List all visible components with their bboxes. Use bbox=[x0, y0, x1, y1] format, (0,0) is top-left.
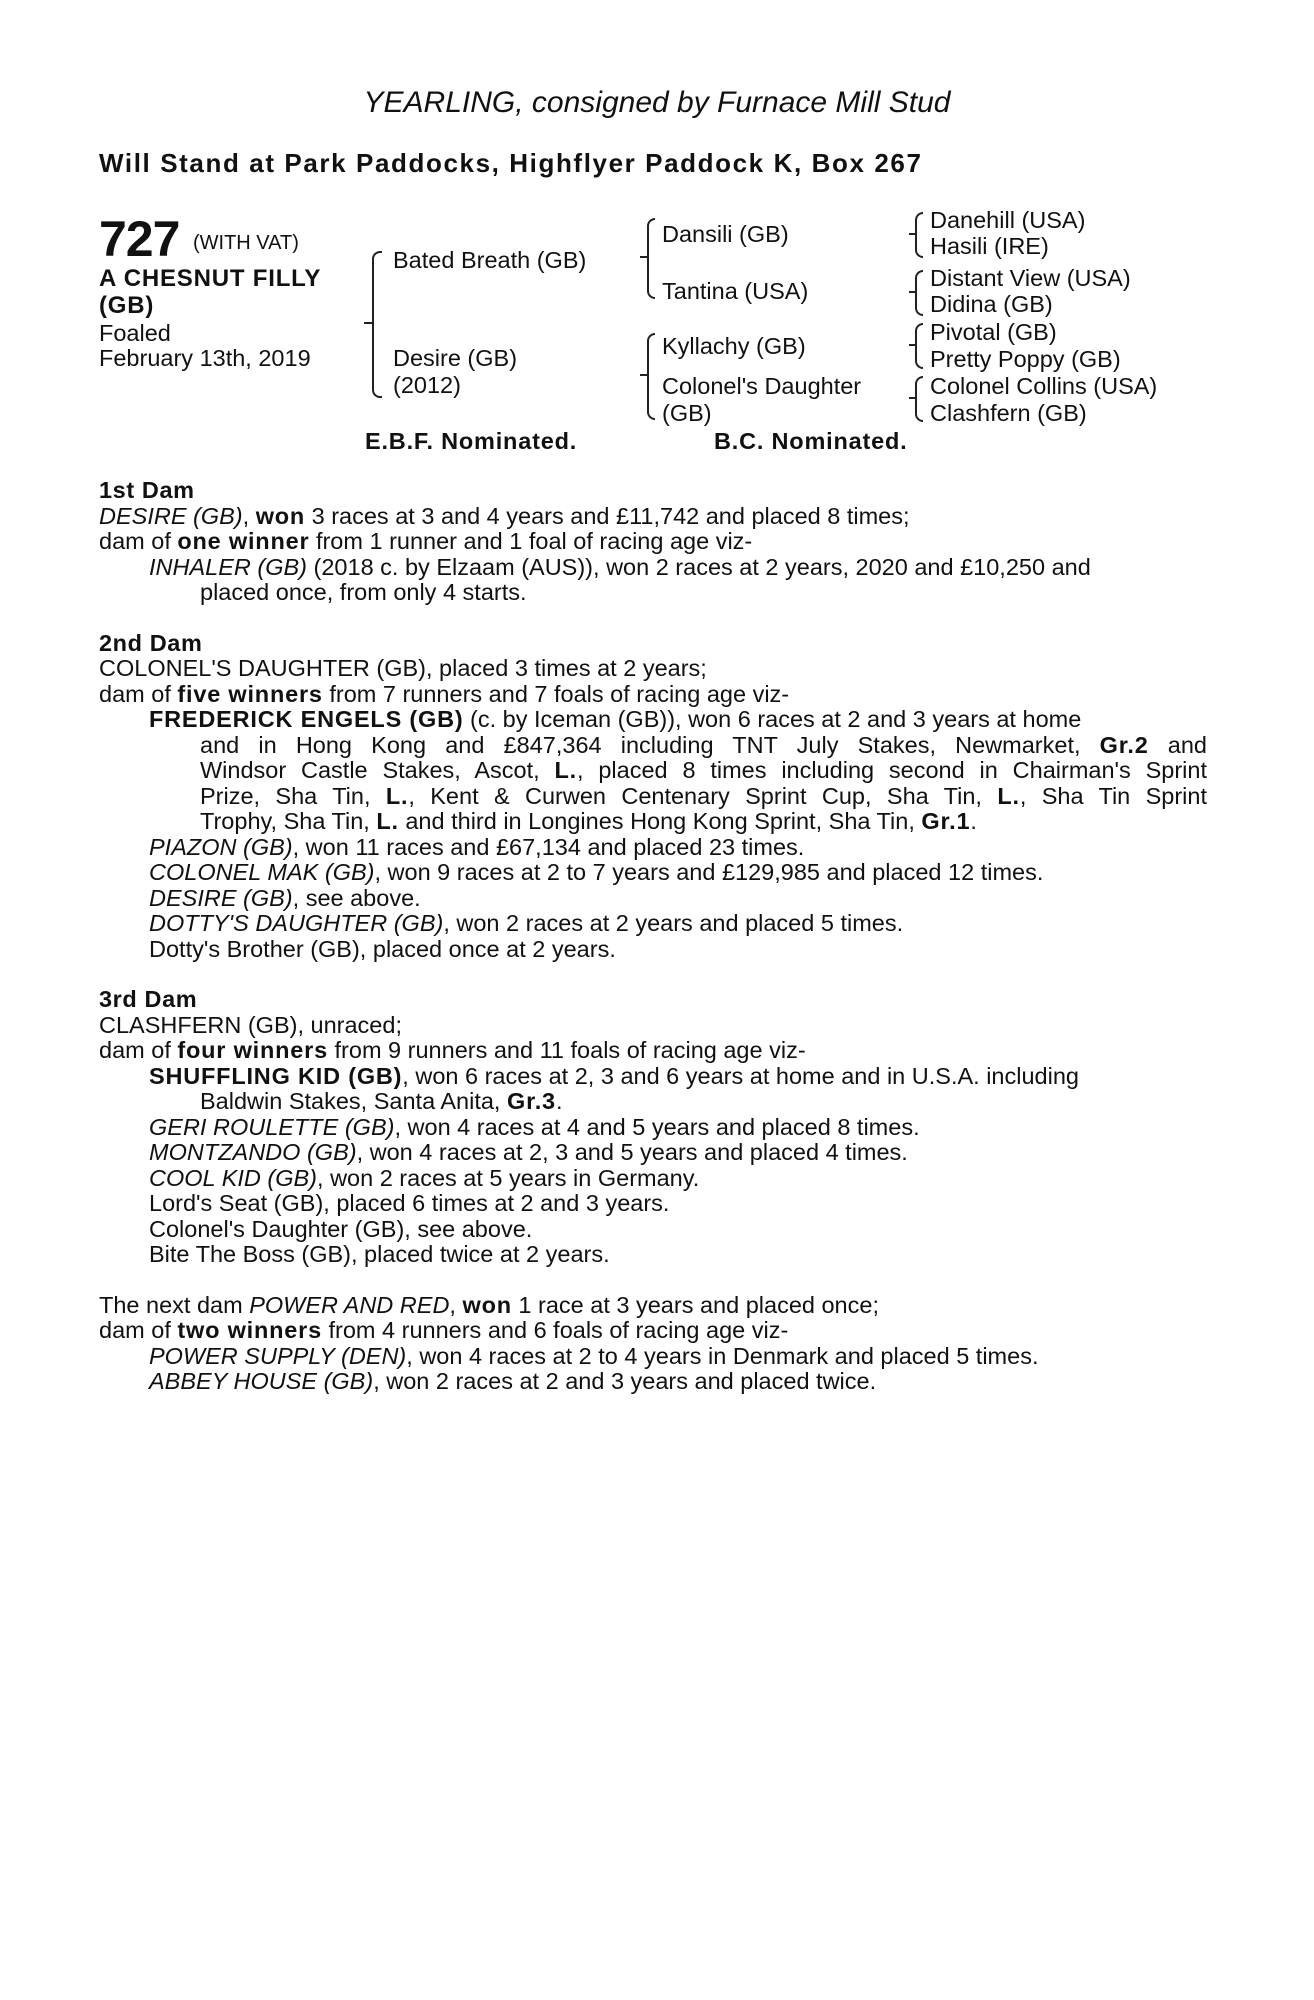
horse-name: POWER SUPPLY (DEN) bbox=[149, 1342, 407, 1369]
won-label: won bbox=[462, 1291, 512, 1318]
pedigree-dss: Pivotal (GB) bbox=[930, 319, 1057, 345]
horse-name: PIAZON (GB) bbox=[149, 833, 293, 860]
pedigree-ddd: Clashfern (GB) bbox=[930, 400, 1087, 426]
produce-frederick-engels-cont bbox=[99, 784, 1207, 810]
pedigree-sire: Bated Breath (GB) bbox=[393, 247, 587, 273]
won-label: won bbox=[255, 502, 306, 529]
produce-power-supply bbox=[99, 1344, 1207, 1370]
lot-name: A CHESNUT FILLY bbox=[99, 265, 322, 292]
horse-name: MONTZANDO (GB) bbox=[149, 1139, 357, 1165]
grade: L. bbox=[554, 757, 577, 783]
text: dam of bbox=[99, 528, 178, 554]
text: Windsor Castle Stakes, Ascot, bbox=[200, 757, 555, 783]
pedigree-brace-point bbox=[640, 256, 647, 258]
horse-name: FREDERICK ENGELS (GB) bbox=[149, 706, 464, 732]
produce-piazon bbox=[99, 835, 1207, 861]
horse-name: DESIRE (GB) bbox=[99, 502, 243, 529]
text: , won 4 races at 2, 3 and 5 years and placed 4 times. bbox=[356, 1139, 908, 1165]
text: , won 2 races at 5 years in Germany. bbox=[317, 1164, 700, 1191]
foaled-date: February 13th, 2019 bbox=[99, 345, 311, 371]
produce-frederick-engels bbox=[99, 707, 1207, 733]
pedigree-brace-dam bbox=[647, 333, 655, 420]
text: and in Hong Kong and £847,364 including TNT July Stakes, Newmarket, bbox=[200, 731, 1100, 758]
text: Prize, Sha Tin, bbox=[200, 782, 386, 809]
winners-count: one winner bbox=[177, 528, 310, 554]
produce-inhaler bbox=[99, 555, 1207, 581]
grade: Gr.1 bbox=[921, 808, 971, 834]
next-dam-line bbox=[99, 1293, 1207, 1319]
text: , see above. bbox=[292, 884, 421, 911]
produce-frederick-engels-cont bbox=[99, 733, 1207, 759]
text: 3 races at 3 and 4 years and £11,742 and placed 8 times; bbox=[305, 502, 910, 529]
pedigree-sire-dam: Tantina (USA) bbox=[662, 278, 809, 304]
grade: Gr.2 bbox=[1099, 731, 1149, 758]
horse-name: SHUFFLING KID (GB) bbox=[149, 1062, 403, 1089]
text: . bbox=[555, 1088, 563, 1114]
pedigree-brace-point bbox=[909, 233, 915, 235]
produce-frederick-engels-cont bbox=[99, 809, 1207, 835]
foaled-label: Foaled bbox=[99, 320, 171, 346]
pedigree-brace-ss bbox=[915, 212, 923, 258]
winners-count: five winners bbox=[177, 680, 323, 707]
second-dam-heading: 2nd Dam bbox=[99, 629, 203, 656]
next-dam-produce-summary bbox=[99, 1318, 1207, 1344]
text: , won 9 races at 2 to 7 years and £129,985 and placed 12 times. bbox=[374, 859, 1044, 885]
horse-name: DOTTY'S DAUGHTER (GB) bbox=[149, 910, 444, 936]
grade: Gr.3 bbox=[507, 1088, 556, 1114]
produce-frederick-engels-cont bbox=[99, 758, 1207, 784]
text: , won 4 races at 4 and 5 years and placed 8 times. bbox=[394, 1113, 920, 1140]
text: , won 4 races at 2 to 4 years in Denmark and placed 5 times. bbox=[406, 1342, 1039, 1369]
grade: L. bbox=[385, 782, 409, 809]
text: dam of bbox=[99, 680, 178, 707]
text: from 1 runner and 1 foal of racing age viz- bbox=[309, 528, 753, 554]
grade: L. bbox=[997, 782, 1020, 809]
first-dam-produce-summary bbox=[99, 529, 1207, 555]
pedigree-brace-sire bbox=[647, 218, 655, 299]
winners-count: four winners bbox=[177, 1037, 328, 1063]
text: dam of bbox=[99, 1037, 178, 1063]
pedigree-dds: Colonel Collins (USA) bbox=[930, 373, 1158, 399]
produce-geri-roulette bbox=[99, 1115, 1207, 1141]
text: , won 6 races at 2, 3 and 6 years at home and in U.S.A. including bbox=[402, 1062, 1079, 1089]
produce-bite-the-boss: Bite The Boss (GB), placed twice at 2 years. bbox=[149, 1241, 610, 1267]
produce-lords-seat: Lord's Seat (GB), placed 6 times at 2 and 3 years. bbox=[149, 1190, 670, 1216]
produce-dottys-daughter bbox=[99, 911, 1207, 937]
pedigree-brace-point bbox=[909, 397, 915, 399]
lot-name-country: (GB) bbox=[99, 292, 155, 319]
produce-colonels-daughter: Colonel's Daughter (GB), see above. bbox=[149, 1215, 533, 1242]
text: 1 race at 3 years and placed once; bbox=[511, 1291, 879, 1318]
text: from 4 runners and 6 foals of racing age viz- bbox=[321, 1317, 789, 1343]
produce-colonel-mak bbox=[99, 860, 1207, 886]
second-dam-produce-summary bbox=[99, 682, 1207, 708]
horse-name: ABBEY HOUSE (GB) bbox=[149, 1368, 374, 1394]
pedigree-sire-sire: Dansili (GB) bbox=[662, 221, 789, 247]
ebf-nominated: E.B.F. Nominated. bbox=[365, 428, 578, 454]
produce-shuffling-kid bbox=[99, 1064, 1207, 1090]
pedigree-ssd: Hasili (IRE) bbox=[930, 233, 1049, 259]
text: , bbox=[242, 502, 256, 529]
pedigree-notes bbox=[99, 478, 1207, 1395]
text: , Kent & Curwen Centenary Sprint Cup, Sha Tin, bbox=[408, 782, 998, 809]
horse-name: POWER AND RED bbox=[249, 1291, 450, 1318]
pedigree-dam: Desire (GB) bbox=[393, 345, 518, 371]
text: , won 11 races and £67,134 and placed 23 times. bbox=[292, 833, 805, 860]
produce-dottys-brother: Dotty's Brother (GB), placed once at 2 years. bbox=[149, 935, 616, 962]
pedigree-brace-point bbox=[364, 322, 372, 324]
pedigree-brace-gen1 bbox=[372, 251, 382, 398]
stand-location: Will Stand at Park Paddocks, Highflyer Paddock K, Box 267 bbox=[99, 148, 923, 178]
produce-montzando bbox=[99, 1140, 1207, 1166]
pedigree-dsd: Pretty Poppy (GB) bbox=[930, 346, 1121, 372]
pedigree-dam-year: (2012) bbox=[393, 372, 461, 398]
text: from 9 runners and 11 foals of racing age viz- bbox=[328, 1037, 806, 1063]
winners-count: two winners bbox=[177, 1317, 322, 1343]
pedigree-brace-point bbox=[640, 374, 647, 376]
horse-name: COOL KID (GB) bbox=[149, 1164, 318, 1191]
horse-name: INHALER (GB) bbox=[149, 553, 307, 580]
text: (2018 c. by Elzaam (AUS)), won 2 races at 2 years, 2020 and £10,250 and bbox=[307, 553, 1091, 580]
horse-name: COLONEL MAK (GB) bbox=[149, 859, 375, 885]
third-dam-produce-summary bbox=[99, 1038, 1207, 1064]
produce-abbey-house bbox=[99, 1369, 1207, 1395]
produce-shuffling-kid-cont bbox=[99, 1089, 1207, 1115]
first-dam-line bbox=[99, 504, 1207, 530]
pedigree-sdd: Didina (GB) bbox=[930, 291, 1053, 317]
horse-name: GERI ROULETTE (GB) bbox=[149, 1113, 395, 1140]
text: Trophy, Sha Tin, bbox=[200, 808, 377, 834]
text: Baldwin Stakes, Santa Anita, bbox=[200, 1088, 507, 1114]
produce-inhaler-cont: placed once, from only 4 starts. bbox=[200, 579, 527, 605]
pedigree-dam-dam-country: (GB) bbox=[662, 400, 712, 426]
second-dam-line: COLONEL'S DAUGHTER (GB), placed 3 times at 2 years; bbox=[99, 655, 707, 681]
first-dam-heading: 1st Dam bbox=[99, 477, 195, 503]
pedigree-brace-point bbox=[909, 344, 915, 346]
pedigree-dam-dam: Colonel's Daughter bbox=[662, 373, 862, 399]
pedigree-sds: Distant View (USA) bbox=[930, 265, 1131, 291]
text: The next dam bbox=[99, 1291, 250, 1318]
text: . bbox=[970, 808, 977, 834]
text: and bbox=[1148, 731, 1207, 758]
text: from 7 runners and 7 foals of racing age viz- bbox=[322, 680, 790, 707]
text: , won 2 races at 2 and 3 years and placed twice. bbox=[373, 1368, 877, 1394]
text: , bbox=[449, 1291, 463, 1318]
lot-number: 727 bbox=[99, 211, 180, 267]
pedigree-sss: Danehill (USA) bbox=[930, 207, 1086, 233]
text: , Sha Tin Sprint bbox=[1019, 782, 1207, 809]
text: (c. by Iceman (GB)), won 6 races at 2 and 3 years at home bbox=[463, 706, 1082, 732]
text: , placed 8 times including second in Chairman's Sprint bbox=[577, 757, 1207, 783]
grade: L. bbox=[376, 808, 399, 834]
pedigree-brace-dd bbox=[915, 376, 923, 422]
text: , won 2 races at 2 years and placed 5 times. bbox=[443, 910, 904, 936]
pedigree-brace-sd bbox=[915, 270, 923, 316]
pedigree-brace-ds bbox=[915, 323, 923, 369]
third-dam-heading: 3rd Dam bbox=[99, 986, 198, 1012]
produce-cool-kid bbox=[99, 1166, 1207, 1192]
pedigree-dam-sire: Kyllachy (GB) bbox=[662, 333, 806, 359]
text: and third in Longines Hong Kong Sprint, Sha Tin, bbox=[398, 808, 922, 834]
bc-nominated: B.C. Nominated. bbox=[714, 428, 908, 454]
produce-desire bbox=[99, 886, 1207, 912]
text: dam of bbox=[99, 1317, 178, 1343]
third-dam-line: CLASHFERN (GB), unraced; bbox=[99, 1011, 402, 1038]
pedigree-brace-point bbox=[909, 291, 915, 293]
page-title: YEARLING, consigned by Furnace Mill Stud bbox=[363, 86, 951, 119]
vat-note: (WITH VAT) bbox=[193, 232, 299, 254]
horse-name: DESIRE (GB) bbox=[149, 884, 293, 911]
